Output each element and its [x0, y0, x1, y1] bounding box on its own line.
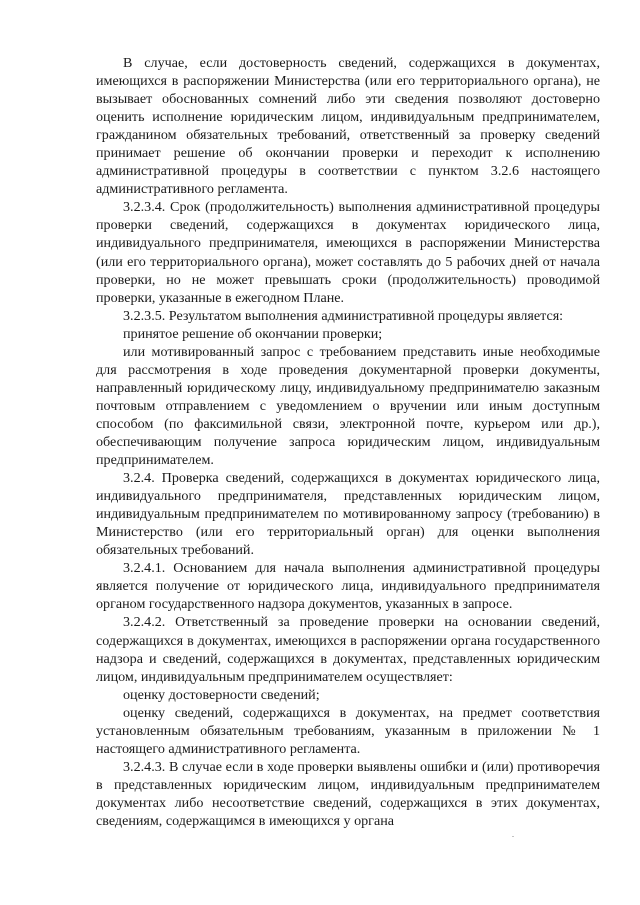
paragraph: 3.2.3.4. Срок (продолжительность) выполнения административной процедуры проверки сведений, содержащихся в документах юридического лица, индивидуального предпринимателя, имеющихся в распоряжении Министерства (или его территориального органа), может составлять до 5 рабочих дней от начала проверки, но не может превышать сроки (продолжительность) проводимой проверки, указанные в ежегодном Плане.	[96, 199, 600, 306]
paragraph: 3.2.4.2. Ответственный за проведение проверки на основании сведений, содержащихся в документах, имеющихся в распоряжении органа государственного надзора и сведений, содержащихся в документах, представленных юридическим лицом, индивидуальным предпринимателем осуществляет:	[96, 614, 600, 685]
paragraph: 3.2.4. Проверка сведений, содержащихся в документах юридического лица, индивидуального предпринимателя, представленных юридическим лицом, индивидуальным предпринимателем по мотивированному запросу (требованию) в Министерство (или его территориальный орган) для оценки выполнения обязательных требований.	[96, 470, 600, 559]
paragraph: В случае, если достоверность сведений, содержащихся в документах, имеющихся в распоряжении Министерства (или его территориального органа), не вызывает обоснованных сомнений либо эти сведения позволяют достоверно оценить исполнение юридическим лицом, индивидуальным предпринимателем, гражданином обязательных требований, ответственный за проверку сведений принимает решение об окончании проверки и переходит к исполнению административной процедуры в соответствии с пунктом 3.2.6 настоящего административного регламента.	[96, 55, 600, 198]
scan-speck	[512, 836, 514, 837]
paragraph: оценку достоверности сведений;	[123, 686, 320, 703]
paragraph: или мотивированный запрос с требованием представить иные необходимые для рассмотрения в ходе проведения документарной проверки документы, направленный юридическому лицу, индивидуальному предпринимателю заказным почтовым отправлением с уведомлением о вручении или иным доступным способом (по факсимильной связи, электронной почте, курьером или др.), обеспечивающим получение запроса юридическим лицом, индивидуальным предпринимателем.	[96, 343, 600, 469]
paragraph: 3.2.4.1. Основанием для начала выполнения административной процедуры является получение от юридического лица, индивидуального предпринимателя органом государственного надзора документов, указанных в запросе.	[96, 560, 600, 613]
document-body	[96, 54, 600, 830]
paragraph: 3.2.4.3. В случае если в ходе проверки выявлены ошибки и (или) противоречия в представленных юридическим лицом, индивидуальным предпринимателем документах либо несоответствие сведений, содержащихся в этих документах, сведениям, содержащимся в имеющихся у органа	[96, 758, 600, 829]
paragraph: принятое решение об окончании проверки;	[123, 325, 383, 342]
paragraph: 3.2.3.5. Результатом выполнения административной процедуры является:	[123, 307, 564, 324]
paragraph: оценку сведений, содержащихся в документах, на предмет соответствия установленным обязательным требованиям, указанным в приложении № 1 настоящего административного регламента.	[96, 704, 600, 757]
